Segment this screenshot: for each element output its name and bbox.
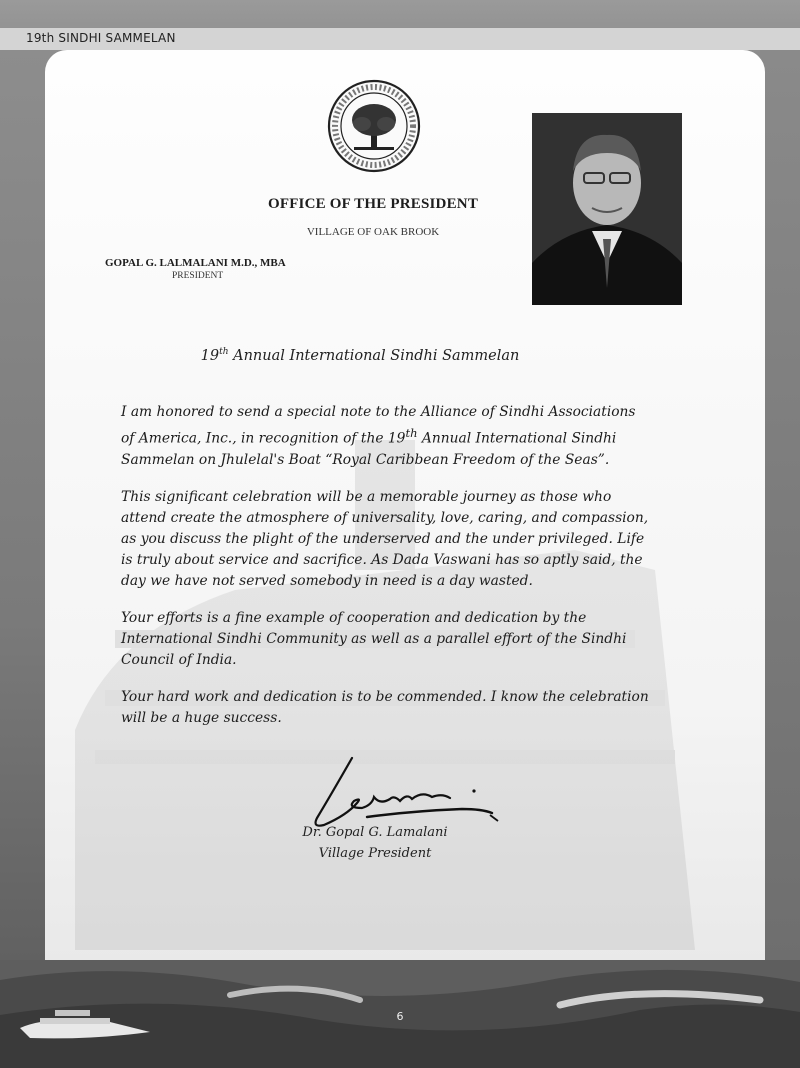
page-number: 6 — [396, 1010, 404, 1023]
background-left — [0, 50, 50, 1000]
signatory-title: Village President — [318, 846, 432, 861]
letter-body — [121, 402, 653, 745]
paragraph-2: This significant celebration will be a memorable journey as those who attend create the atmosphere of universality, love, caring, and compassion, as you discuss the plight of the underserved and the under privileged. Life is truly about service and sacrifice. As Dada Vaswani has so aptly said, the day we have not served somebody in need is a day wasted. — [121, 488, 649, 589]
background-right — [760, 50, 800, 1000]
officer-name: GOPAL G. LALMALANI M.D., MBA — [105, 257, 286, 269]
publication-header: 19th SINDHI SAMMELAN — [26, 31, 176, 45]
officer-title: PRESIDENT — [172, 271, 224, 281]
president-portrait-photo — [532, 113, 682, 305]
handwritten-signature — [262, 753, 512, 833]
paragraph-1: I am honored to send a special note to the Alliance of Sindhi Associations of America, Inc., in recognition of the 19th Annual International Sindhi Sammelan on Jhulelal's Boat “Royal Caribbean Freedom of the Seas”. — [121, 404, 636, 468]
paragraph-3: Your efforts is a fine example of cooperation and dedication by the International Sindhi Community as well as a parallel effort of the Sindhi Council of India. — [121, 609, 627, 668]
event-title: 19th Annual International Sindhi Sammelan — [200, 347, 520, 364]
signatory-name: Dr. Gopal G. Lamalani — [302, 825, 448, 840]
office-title: OFFICE OF THE PRESIDENT — [267, 196, 479, 212]
oak-tree-seal-icon — [326, 78, 422, 174]
paragraph-4: Your hard work and dedication is to be commended. I know the celebration will be a huge success. — [121, 688, 649, 726]
office-subtitle: VILLAGE OF OAK BROOK — [306, 226, 440, 238]
